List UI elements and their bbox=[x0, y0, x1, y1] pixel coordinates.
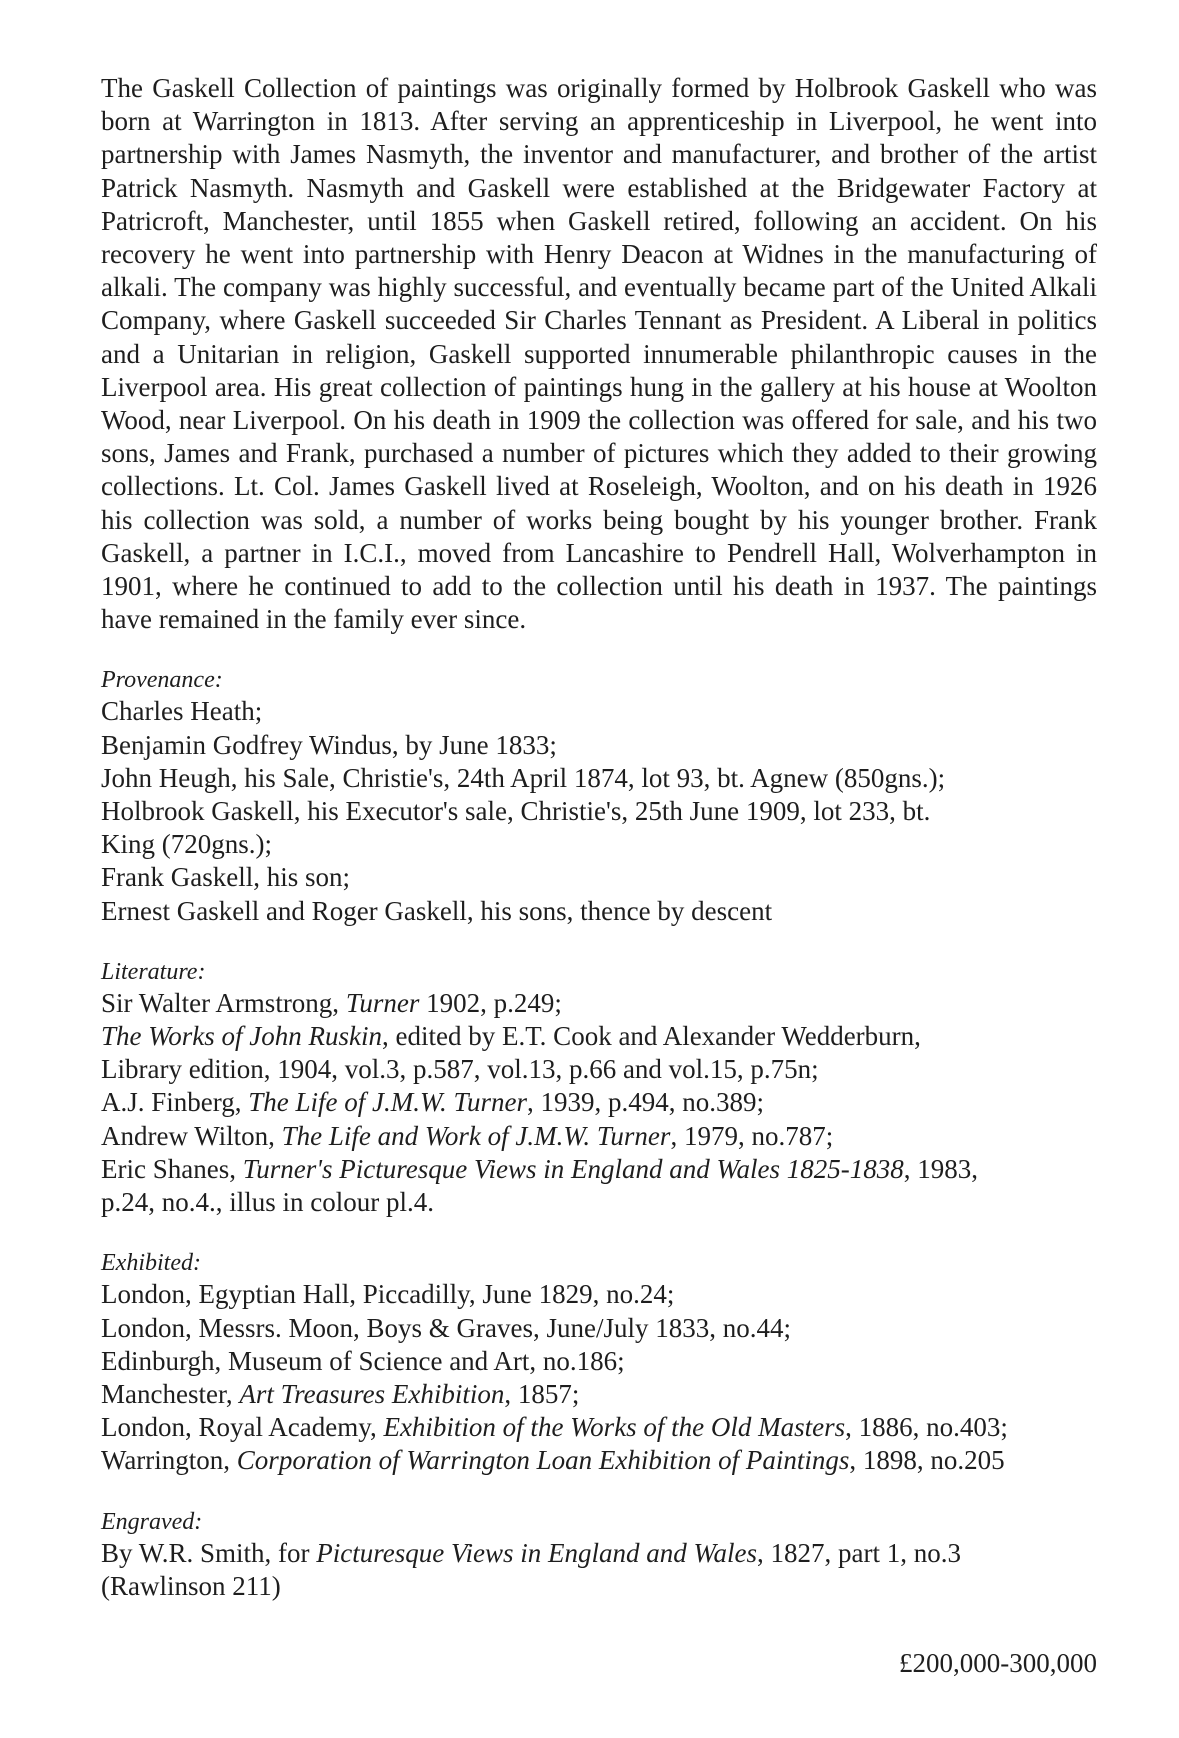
collection-history-paragraph: The Gaskell Collection of paintings was originally formed by Holbrook Gaskell who was born at Warrington in 1813. After serving an apprenticeship in Liverpool, he went into partnership with James Nasmyth, the inventor and manufacturer, and brother of the artist Patrick Nasmyth. Nasmyth and Gaskell were established at the Bridgewater Factory at Patricroft, Manchester, until 1855 when Gaskell retired, following an accident. On his recovery he went into partnership with Henry Deacon at Widnes in the manufacturing of alkali. The company was highly successful, and eventually became part of the United Alkali Company, where Gaskell succeeded Sir Charles Tennant as President. A Liberal in politics and a Unitarian in religion, Gaskell supported innumerable philanthropic causes in the Liverpool area. His great collection of paintings hung in the gallery at his house at Woolton Wood, near Liverpool. On his death in 1909 the collection was offered for sale, and his two sons, James and Frank, purchased a number of pictures which they added to their growing collections. Lt. Col. James Gaskell lived at Roseleigh, Woolton, and on his death in 1926 his collection was sold, a number of works being bought by his younger brother. Frank Gaskell, a partner in I.C.I., moved from Lancashire to Pendrell Hall, Wolverhampton in 1901, where he continued to add to the collection until his death in 1937. The paintings have remained in the family ever since. bbox=[101, 73, 1097, 635]
exhibition-entry: Edinburgh, Museum of Science and Art, no.186; bbox=[101, 1345, 625, 1376]
engraving-entry: (Rawlinson 211) bbox=[101, 1570, 281, 1601]
provenance-entry: John Heugh, his Sale, Christie's, 24th April 1874, lot 93, bt. Agnew (850gns.); bbox=[101, 762, 946, 793]
literature-section bbox=[101, 957, 1097, 1219]
literature-entry: Andrew Wilton, The Life and Work of J.M.W. Turner, 1979, no.787; bbox=[101, 1120, 834, 1151]
literature-entry: p.24, no.4., illus in colour pl.4. bbox=[101, 1187, 434, 1218]
exhibition-entry: London, Royal Academy, Exhibition of the Works of the Old Masters, 1886, no.403; bbox=[101, 1412, 1008, 1443]
exhibition-entry: Warrington, Corporation of Warrington Loan Exhibition of Paintings, 1898, no.205 bbox=[101, 1445, 1005, 1476]
exhibition-entry: London, Egyptian Hall, Piccadilly, June 1829, no.24; bbox=[101, 1279, 675, 1310]
exhibition-entry: Manchester, Art Treasures Exhibition, 1857; bbox=[101, 1378, 580, 1409]
engraved-heading: Engraved: bbox=[101, 1508, 203, 1535]
literature-entry: Eric Shanes, Turner's Picturesque Views in England and Wales 1825-1838, 1983, bbox=[101, 1153, 978, 1184]
literature-entry: Library edition, 1904, vol.3, p.587, vol.13, p.66 and vol.15, p.75n; bbox=[101, 1054, 819, 1085]
provenance-entry: King (720gns.); bbox=[101, 829, 272, 860]
provenance-entry: Benjamin Godfrey Windus, by June 1833; bbox=[101, 729, 557, 760]
provenance-entry: Charles Heath; bbox=[101, 696, 263, 727]
exhibition-entry: London, Messrs. Moon, Boys & Graves, June/July 1833, no.44; bbox=[101, 1312, 791, 1343]
engraving-entry: By W.R. Smith, for Picturesque Views in England and Wales, 1827, part 1, no.3 bbox=[101, 1537, 961, 1568]
exhibited-section bbox=[101, 1248, 1097, 1477]
literature-entry: Sir Walter Armstrong, Turner 1902, p.249; bbox=[101, 987, 562, 1018]
literature-entry: The Works of John Ruskin, edited by E.T. Cook and Alexander Wedderburn, bbox=[101, 1021, 921, 1052]
literature-heading: Literature: bbox=[101, 958, 206, 985]
provenance-section bbox=[101, 665, 1097, 927]
price-estimate: £200,000-300,000 bbox=[899, 1648, 1097, 1678]
provenance-entry: Ernest Gaskell and Roger Gaskell, his sons, thence by descent bbox=[101, 895, 773, 926]
provenance-heading: Provenance: bbox=[101, 667, 223, 694]
literature-entry: A.J. Finberg, The Life of J.M.W. Turner, 1939, p.494, no.389; bbox=[101, 1087, 765, 1118]
provenance-entry: Holbrook Gaskell, his Executor's sale, Christie's, 25th June 1909, lot 233, bt. bbox=[101, 796, 931, 827]
provenance-entry: Frank Gaskell, his son; bbox=[101, 862, 350, 893]
engraved-section bbox=[101, 1507, 1097, 1603]
exhibited-heading: Exhibited: bbox=[101, 1250, 201, 1277]
